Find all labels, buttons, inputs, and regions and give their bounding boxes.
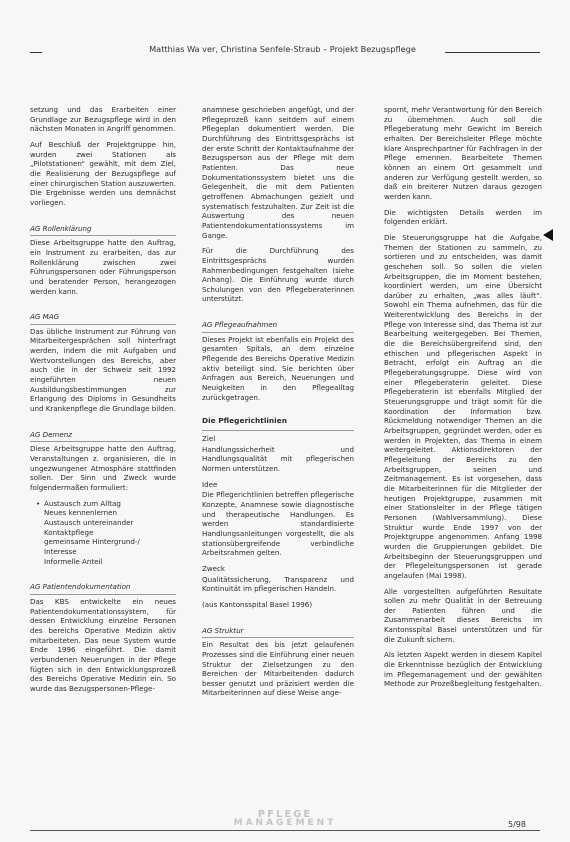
logo-line: MANAGEMENT: [233, 818, 337, 828]
paragraph: Die Steuerungsgruppe hat die Aufgabe, Themen der Stationen zu sammeln, zu sortieren und zu entscheiden, was damit geschehen soll. So sollen die vielen Arbeitsgruppen, die im Moment bestehen, koordiniert werden, um eine Übersicht darüber zu erhalten, „was alles läuft“. Sowohl ein Thema aufnehmen, das für die Weiterentwicklung des Bereichs in der Pflege von Interesse sind, das Thema ist zur Bearbeitung weitergegeben. Bei Themen, die die Bereichsübergreifend sind, den ethischen und pflegerischen Aspekt in Betracht, erfolgt ein Auftrag an die Pflegeberatungsgruppe. Diese wird von einer Pflegeberaterin geleitet. Diese Pflegeberaterin ist ebenfalls Mitglied der Steuerungsgruppe und trägt somit für die Koordination der Information bzw. Rückmeldung notwendiger Themen an die Arbeitsgruppen, gegründet werden, oder es werden in Projekten, das Thema in einem weitergeleitet. Aktionsdirektoren der Pflegeleitung der Bereichs zu den Arbeitsgruppen, seinen und Zeitmanagement. Es ist vorgesehen, dass die Mitarbeiterinnen für die Mitglieder der heutigen Projektgruppe, zusammen mit einer Stationsleiter in der Pflege tätigen Personen (Wahlversammlung). Diese Struktur wurde Ende 1997 von der Projektgruppe angenommen. Anfang 1998 wurden die Gruppierungen gebildet. Die Arbeitsbeginn der Steuerungsgruppen und der Pflegeleitungspersonen ist gerade angelaufen (Mai 1998).: [384, 232, 542, 580]
arrow-left-icon: [543, 229, 553, 241]
text-column-3: [384, 105, 542, 695]
paragraph: setzung und das Erarbeiten einer Grundlage zur Bezugspflege wird in den nächsten Monaten in Angriff genommen.: [30, 105, 176, 134]
paragraph: Dieses Projekt ist ebenfalls ein Projekt des gesamten Spitals, an dem einzelne Pflegende des Bereichs Operative Medizin aktiv beteiligt sind. Sie berichten über Anfragen aus Bereich, Neuerungen und Neuigkeiten in den Pflegealltag zurückgetragen.: [202, 334, 354, 402]
paragraph: Als letzten Aspekt werden in diesem Kapitel die Erkenntnisse bezüglich der Entwicklung im Pflegemanagement und der gewählten Methode zur Prozeßbegleitung festgehalten.: [384, 650, 542, 689]
header-rule-left: [30, 52, 42, 53]
list-item: Kontaktpflege: [44, 527, 94, 537]
paragraph: Für die Durchführung des Eintrittsgesprächs wurden Rahmenbedingungen festgehalten (siehe Anhang). Die Einführung wurde durch Schulungen von den Pflegeberaterinnen unterstützt.: [202, 246, 354, 304]
paragraph: Qualitätssicherung, Transparenz und Kontinuität im pflegerischen Handeln.: [202, 574, 354, 594]
section-heading: AG MAG: [30, 312, 60, 322]
paragraph: Auf Beschluß der Projektgruppe hin, wurden zwei Stationen als „Pilotstationen“ gewählt, mit dem Ziel, die Realisierung der Bezugspflege auf einer chirurgischen Station auszuwerten. Die Ergebnisse werden uns demnächst vorliegen.: [30, 139, 176, 207]
subheading: Zweck: [202, 563, 226, 573]
text-column-1: [30, 105, 176, 699]
list-item: Neues kennenlernen: [44, 508, 118, 518]
list-item: • Austausch zum Alltag: [36, 498, 121, 508]
list-item: Informelle Anteil: [44, 556, 103, 566]
citation: (aus Kantonsspital Basel 1996): [202, 599, 313, 609]
paragraph: Diese Arbeitsgruppe hatte den Auftrag, Veranstaltungen z. organisieren, die in ungezwungener Atmosphäre stattfinden sollen. Der Sinn und Zweck wurde folgendermaßen formuliert:: [30, 444, 176, 492]
subheading: Idee: [202, 479, 218, 489]
section-rule: [30, 441, 176, 442]
journal-logo: [180, 810, 390, 828]
section-heading: AG Demenz: [30, 429, 72, 439]
bullet-icon: •: [36, 498, 41, 508]
paragraph: Alle vorgestellten aufgeführten Resultate sollen zu mehr Qualität in der Betreuung der Patienten führen und die Zusammenarbeit dieses Bereichs im Kantonsspital Basel unterstützen und für die Zukunft sichern.: [384, 586, 542, 644]
section-heading-bold: Die Pflegerichtlinien: [202, 416, 287, 426]
list-item: Austausch untereinander: [44, 517, 134, 527]
footer-rule: [30, 830, 540, 831]
section-heading: AG Patientendokumentation: [30, 582, 131, 592]
list-item: gemeinsame Hintergrund-/: [44, 537, 140, 547]
paragraph: Diese Arbeitsgruppe hatte den Auftrag, ein Instrument zu erarbeiten, das zur Rollenklärung zwischen zwei Führungspersonen oder Führungsperson und beratender Person, herangezogen werden kann.: [30, 238, 176, 296]
page-number: 5/98: [508, 820, 526, 829]
section-heading: AG Pflegeaufnahmen: [202, 320, 278, 330]
running-head: Matthias Wa ver, Christina Senfele-Straub – Projekt Bezugspflege: [149, 44, 416, 54]
section-heading: AG Struktur: [202, 625, 244, 635]
section-rule: [30, 594, 176, 595]
paragraph: Ein Resultat des bis jetzt gelaufenen Prozesses sind die Einführung einer neuen Struktur der Zielsetzungen zu den Bereichen der Mitarbeitenden dadurch besser genutzt und präzisiert werden die Mitarbeiterinnen auf diese Weise ange-: [202, 640, 354, 698]
paragraph: Das übliche Instrument zur Führung von Mitarbeitergesprächen soll hinterfragt werden, indem die mit Aufgaben und Wertvorstellungen des Bereichs, aber auch die in der Schweiz seit 1992 eingeführten neuen Ausbildungsbestimmungen zur Erlangung des Diploms in Gesundheits und Krankenpflege die Grundlage bilden.: [30, 326, 176, 414]
list-item: Interesse: [44, 546, 77, 556]
section-heading: AG Rollenklärung: [30, 223, 92, 233]
section-rule: [30, 235, 176, 236]
section-rule: [202, 430, 354, 431]
demenz-list: [30, 499, 176, 567]
section-rule: [202, 637, 354, 638]
section-rule: [30, 324, 176, 325]
paragraph: Die Pflegerichtlinien betreffen pflegerische Konzepte, Anamnese sowie diagnostische und therapeutische Handlungen. Es werden standardisierte Handlungsanleitungen vorgestellt, die als stationsübergreifende verbindliche Arbeitsrahmen gelten.: [202, 490, 354, 558]
paragraph: Handlungssicherheit und Handlungsqualität mit pflegerischen Normen unterstützen.: [202, 444, 354, 473]
paragraph: anamnese geschrieben angefügt, und der Pflegeprozeß kann seitdem auf einem Pflegeplan dokumentiert werden. Die Durchführung des Eintrittsgesprächs ist der erste Schritt der Kontaktaufnahme der Bezugsperson aus der Pflege mit dem Patienten. Das neue Dokumentationssystem bietet uns die Gelegenheit, die mit dem Patienten getroffenen Abmachungen gezielt und systematisch festzuhalten. Zur Zeit ist die Auswertung des neuen Patientendokumentationssystems im Gange.: [202, 105, 354, 240]
paragraph: spornt, mehr Verantwortung für den Bereich zu übernehmen. Auch soll die Pflegeberatung mehr Gewicht im Bereich erhalten. Der Bereichsleiter Pflege möchte klare Ansprechpartner für Fachfragen in der Pflege ernennen. Bearbeitete Themen können an einem Ort gesammelt und anderen zur Verfügung gestellt werden, so daß ein breiterer Nutzen daraus gezogen werden kann.: [384, 105, 542, 201]
section-rule: [202, 332, 354, 333]
header-rule-right: [445, 52, 540, 53]
paragraph: Die wichtigsten Details werden im folgenden erklärt.: [384, 207, 542, 227]
logo-line: PFLEGE: [257, 809, 313, 820]
paragraph: Das KBS entwickelte ein neues Patientendokumentationssystem, für dessen Entwicklung einzelne Personen des bereichs Operative Medizin aktiv mitarbeiteten. Das neue System wurde Ende 1996 eingeführt. Die damit verbundenen Neuerungen in der Pflege fügten sich in den Entwicklungsprozeß des Bereichs Operative Medizin ein. So wurde das Bezugspersonen-Pflege-: [30, 596, 176, 693]
text-column-2: [202, 105, 354, 704]
subheading: Ziel: [202, 434, 216, 444]
